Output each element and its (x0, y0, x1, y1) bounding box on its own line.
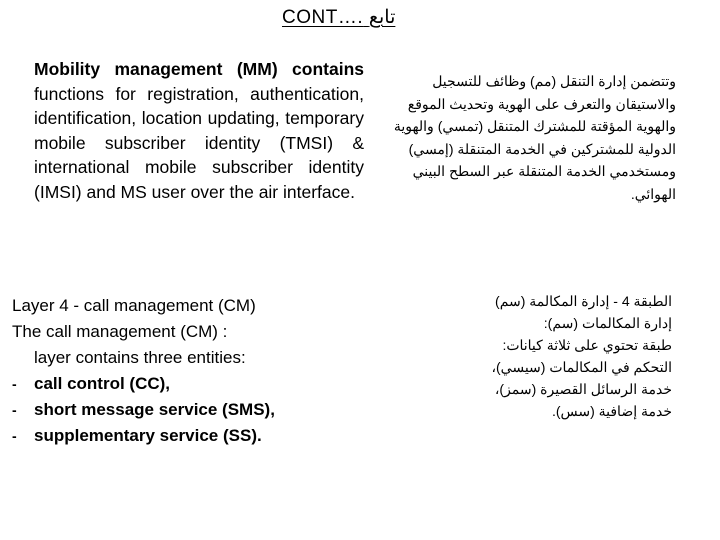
slide-title (282, 6, 428, 30)
cm-entity-text: supplementary service (SS). (34, 426, 262, 445)
mm-paragraph-ar (380, 70, 676, 205)
cm-ar-line: طبقة تحتوي على ثلاثة كيانات: (502, 337, 672, 353)
mm-line: authentication, identification, location (34, 83, 364, 128)
cm-entity (12, 423, 352, 449)
mm-line: subscriber identity (TMSI) & (104, 132, 364, 153)
mm-line: air interface. (258, 181, 355, 202)
mm-ar-line: والهوية المؤقتة للمشترك المتنقل (تمسي) والهوية (393, 118, 676, 134)
cm-ar-line: إدارة المكالمات (سم): (543, 315, 672, 331)
slide-title-en: CONT…. (282, 7, 364, 28)
cm-entity-text: call control (CC), (34, 374, 171, 393)
mm-ar-line: الدولية للمشتركين في الخدمة المتنقلة (إمسي) (408, 140, 676, 157)
mm-line: Mobility management (MM) contains (34, 59, 364, 79)
mm-ar-line: ومستخدمي الخدمة المتنقلة عبر السطح البيني الهوائي. (412, 163, 676, 202)
cm-entity (12, 397, 352, 423)
mm-ar-line: وتتضمن إدارة التنقل (مم) وظائف للتسجيل (432, 73, 676, 89)
cm-section-en (12, 293, 352, 449)
cm-ar-line: الطبقة 4 - إدارة المكالمة (سم) (495, 293, 672, 309)
mm-line: functions for registration, (34, 83, 239, 104)
cm-bullet-text: layer contains three entities: (34, 348, 246, 367)
dash-icon: - (12, 428, 17, 444)
cm-bullet-line (12, 345, 352, 371)
cm-entity-text: short message service (SMS), (34, 400, 275, 419)
cm-ar-line: خدمة الرسائل القصيرة (سمز)، (494, 381, 672, 397)
mm-line: international mobile subscriber (34, 157, 293, 177)
cm-section-ar (410, 290, 672, 422)
mm-paragraph-en (34, 57, 364, 204)
slide-title-ar: تابع (368, 7, 396, 28)
dash-icon: - (12, 402, 17, 418)
cm-intro: The call management (CM) : (12, 322, 228, 341)
mm-ar-line: والاستيقان والتعرف على الهوية وتحديث الموقع (407, 95, 676, 112)
cm-ar-line: خدمة إضافية (سس). (551, 403, 672, 419)
mm-line: updating, temporary mobile (34, 108, 364, 153)
cm-ar-line: التحكم في المكالمات (سيسي)، (491, 359, 672, 375)
dash-icon: - (12, 376, 17, 392)
cm-entity (12, 371, 352, 397)
cm-heading: Layer 4 - call management (CM) (12, 296, 256, 315)
mm-line: identity (IMSI) and MS user over the (34, 157, 364, 202)
